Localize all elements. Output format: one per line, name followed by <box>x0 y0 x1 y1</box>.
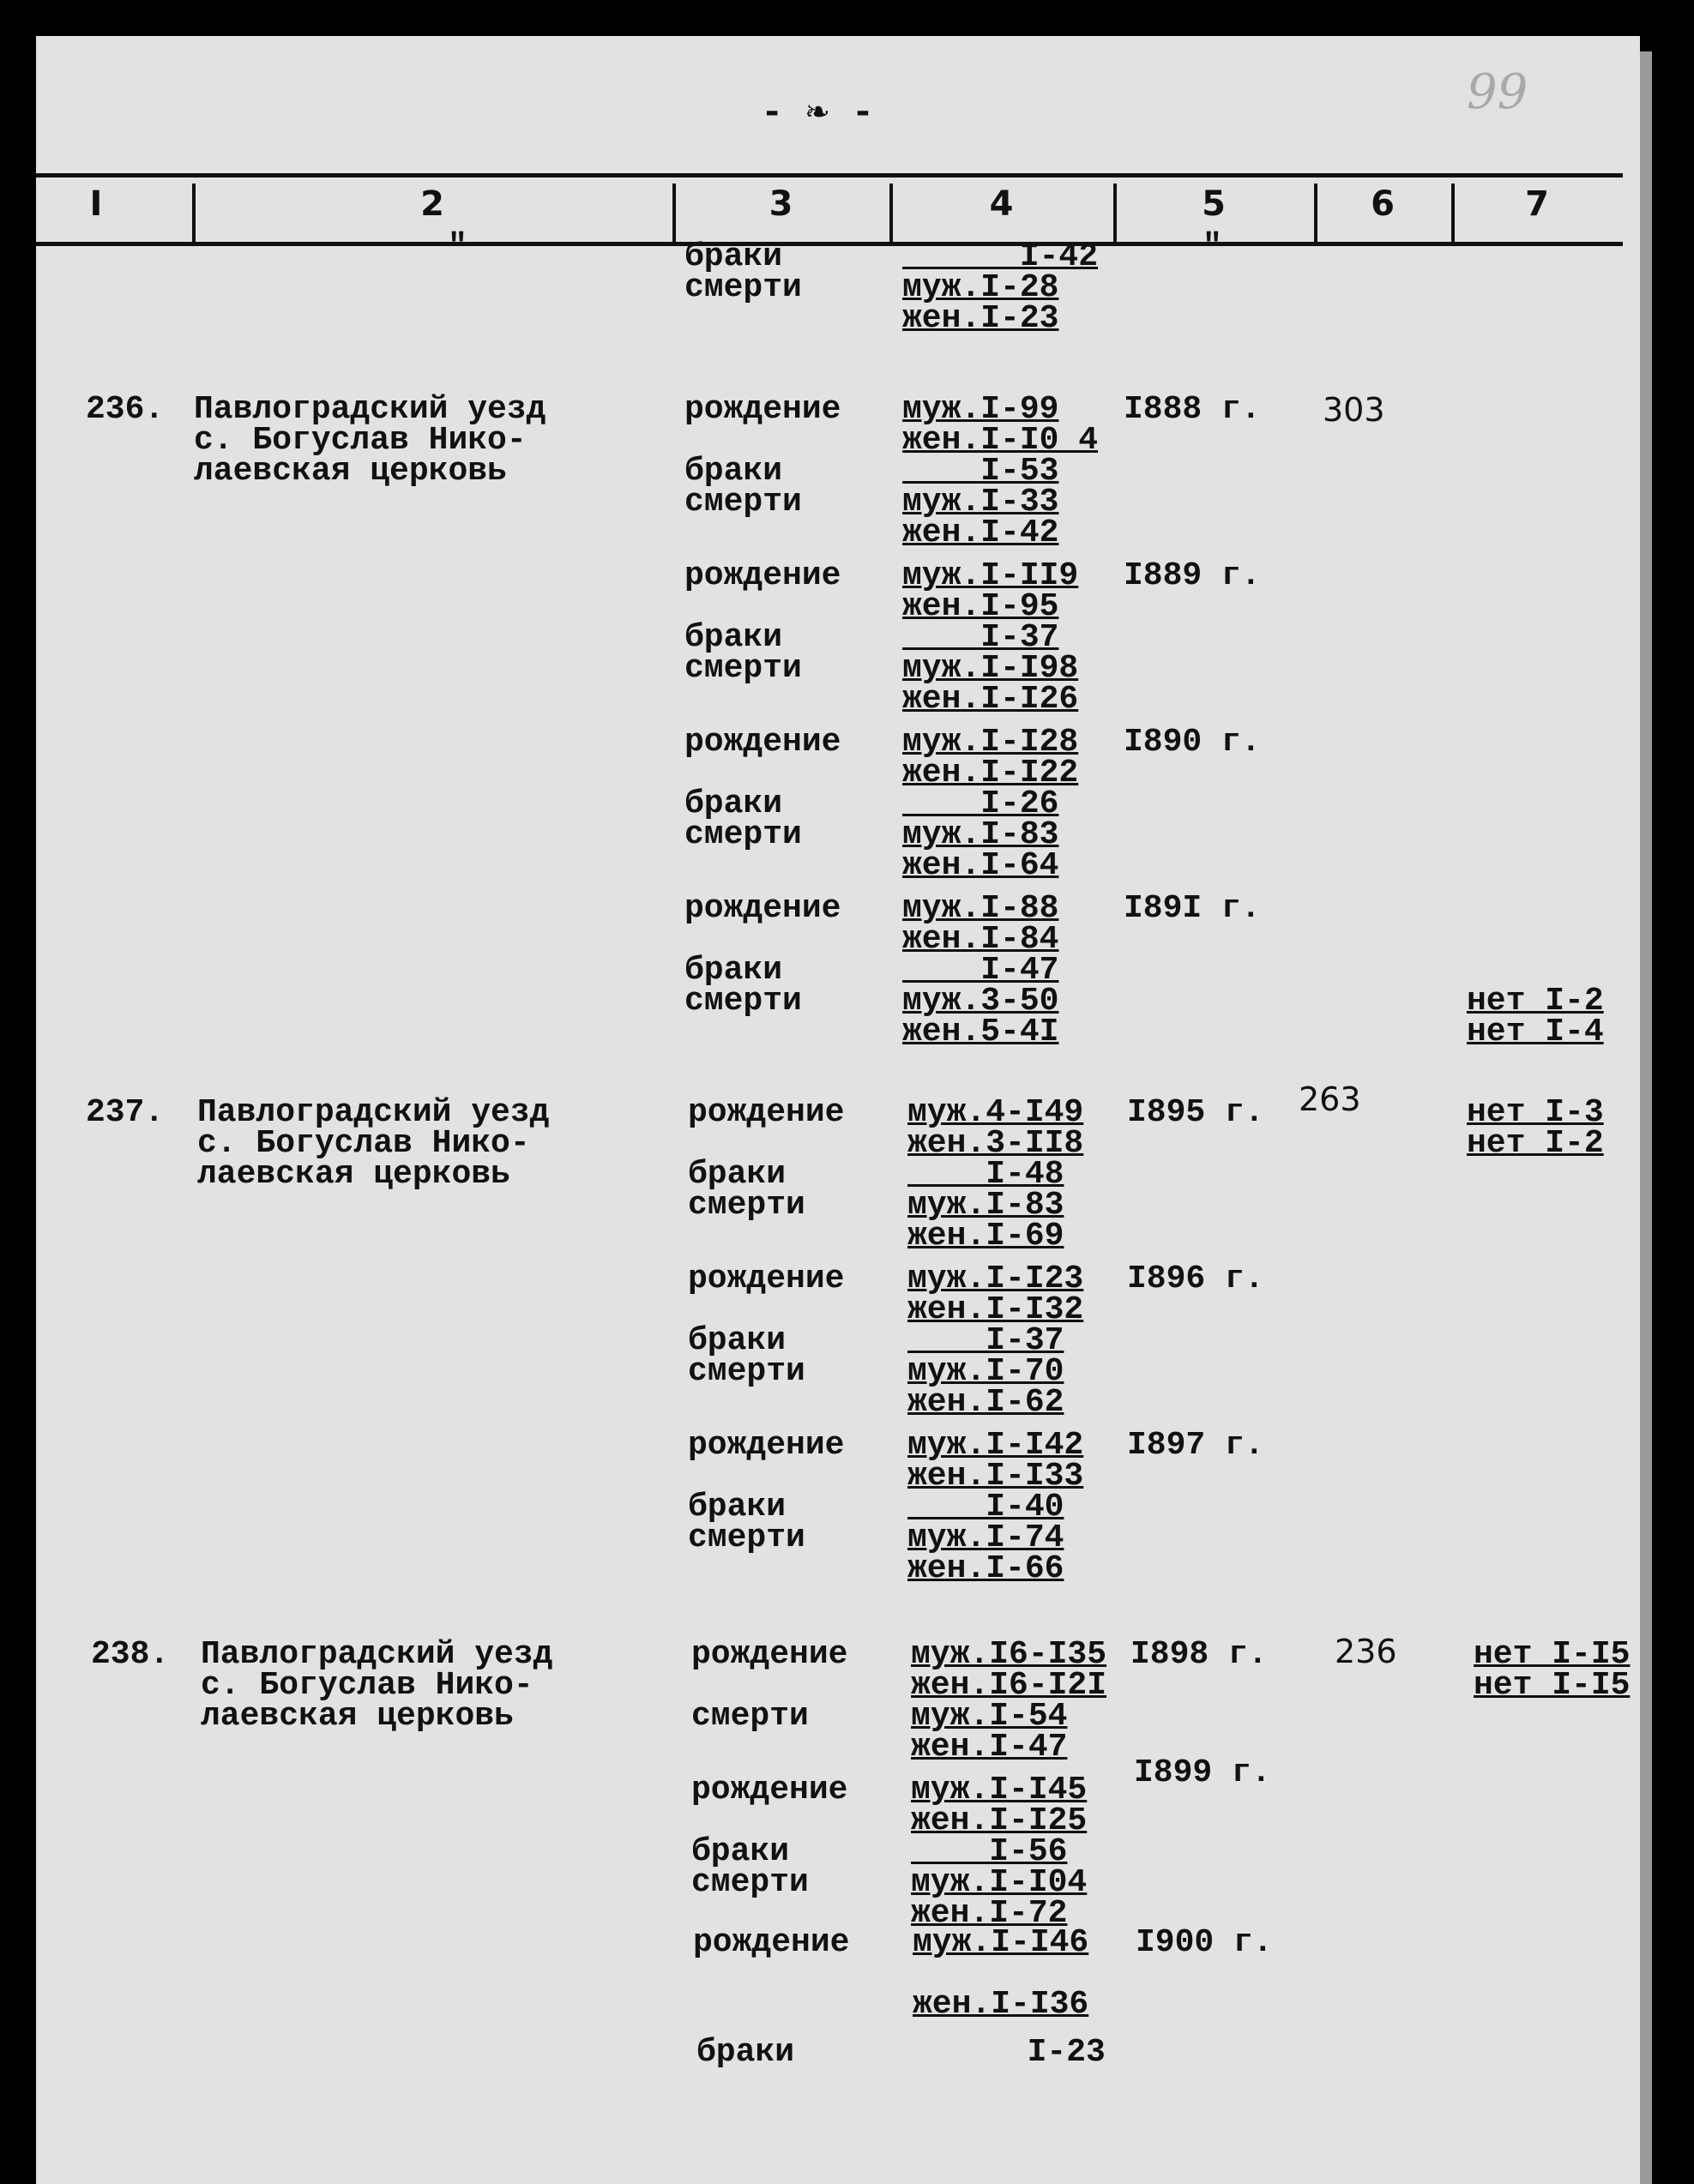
record-kinds: рождение браки смерти <box>684 724 841 853</box>
record-values: муж.4-I49 жен.3-II8 I-48 муж.I-83 жен.I-69 <box>907 1094 1084 1254</box>
record-values: муж.I-II9 жен.I-95 I-37 муж.I-I98 жен.I-I26 <box>902 557 1079 718</box>
record-values: I-23 <box>988 2034 1106 2071</box>
record-kinds: рождение браки смерти <box>691 1772 848 1901</box>
column-header-7: 7 <box>1525 184 1549 224</box>
entry-number: 236. <box>86 391 165 428</box>
record-year: I89I г. <box>1124 890 1261 927</box>
record-year: I900 г. <box>1136 1924 1273 1961</box>
record-values: муж.I6-I35 жен.I6-I2I муж.I-54 жен.I-47 <box>911 1636 1107 1766</box>
record-kinds: рождение браки смерти <box>688 1094 845 1224</box>
page-edge <box>1640 51 1652 2184</box>
record-values: муж.I-88 жен.I-84 I-47 муж.3-50 жен.5-4I <box>902 890 1059 1050</box>
entry-place: Павлоградский уезд с. Богуслав Нико- лаевская церковь <box>197 1094 550 1193</box>
record-kinds: рождение браки смерти <box>688 1260 845 1390</box>
record-note: нет I-2 нет I-4 <box>1467 983 1604 1050</box>
record-kinds: рождение браки смерти <box>684 391 841 520</box>
record-year: I889 г. <box>1124 557 1261 594</box>
entry-place: Павлоградский уезд с. Богуслав Нико- лаевская церковь <box>194 391 546 490</box>
column-header-5: 5 <box>1202 184 1226 224</box>
entry-place: Павлоградский уезд с. Богуслав Нико- лаевская церковь <box>201 1636 553 1735</box>
record-year: I895 г. <box>1127 1094 1264 1131</box>
entry-count: 263 <box>1299 1080 1361 1118</box>
entry-count: 303 <box>1323 391 1385 429</box>
record-year: I890 г. <box>1124 724 1261 761</box>
column-header-6: 6 <box>1371 184 1395 224</box>
record-kinds: рождение смерти <box>691 1636 848 1735</box>
ditto-mark-place: " <box>448 228 467 265</box>
entry-count: 236 <box>1335 1633 1397 1670</box>
record-kinds: браки <box>696 2034 795 2071</box>
column-header-3: 3 <box>769 184 793 224</box>
record-year: I899 г. <box>1134 1754 1271 1791</box>
record-values: муж.I-I28 жен.I-I22 I-26 муж.I-83 жен.I-64 <box>902 724 1079 884</box>
record-values: I-42 муж.I-28 жен.I-23 <box>902 238 1099 337</box>
record-kinds: рождение браки смерти <box>684 557 841 687</box>
record-kinds: рождение <box>693 1924 850 1961</box>
document-page <box>36 36 1640 2184</box>
header-top-rule <box>36 173 1623 177</box>
record-year: I896 г. <box>1127 1260 1264 1297</box>
header-bottom-rule <box>36 242 1623 246</box>
page-top-mark: - ❧ - <box>761 92 875 135</box>
record-values: муж.I-99 жен.I-I0 4 I-53 муж.I-33 жен.I-42 <box>902 391 1099 551</box>
record-year: I888 г. <box>1124 391 1261 428</box>
record-year: I897 г. <box>1127 1427 1264 1464</box>
entry-number: 238. <box>91 1636 170 1673</box>
entry-number: 237. <box>86 1094 165 1131</box>
record-kinds: рождение браки смерти <box>688 1427 845 1556</box>
column-header-1: I <box>89 184 103 224</box>
archive-page-number: 99 <box>1467 64 1528 120</box>
record-values: муж.I-I46 жен.I-I36 <box>913 1924 1089 2023</box>
record-values: муж.I-I42 жен.I-I33 I-40 муж.I-74 жен.I-66 <box>907 1427 1084 1587</box>
record-kinds: рождение браки смерти <box>684 890 841 1020</box>
record-kinds: браки смерти <box>684 238 802 306</box>
record-year: I898 г. <box>1130 1636 1268 1673</box>
ditto-mark-year: " <box>1203 228 1222 265</box>
record-note: нет I-3 нет I-2 <box>1467 1094 1604 1162</box>
record-note: нет I-I5 нет I-I5 <box>1474 1636 1631 1704</box>
record-values: муж.I-I45 жен.I-I25 I-56 муж.I-I04 жен.I-72 <box>911 1772 1088 1932</box>
column-header-2: 2 <box>420 184 444 224</box>
column-header-4: 4 <box>989 184 1014 224</box>
record-values: муж.I-I23 жен.I-I32 I-37 муж.I-70 жен.I-62 <box>907 1260 1084 1421</box>
